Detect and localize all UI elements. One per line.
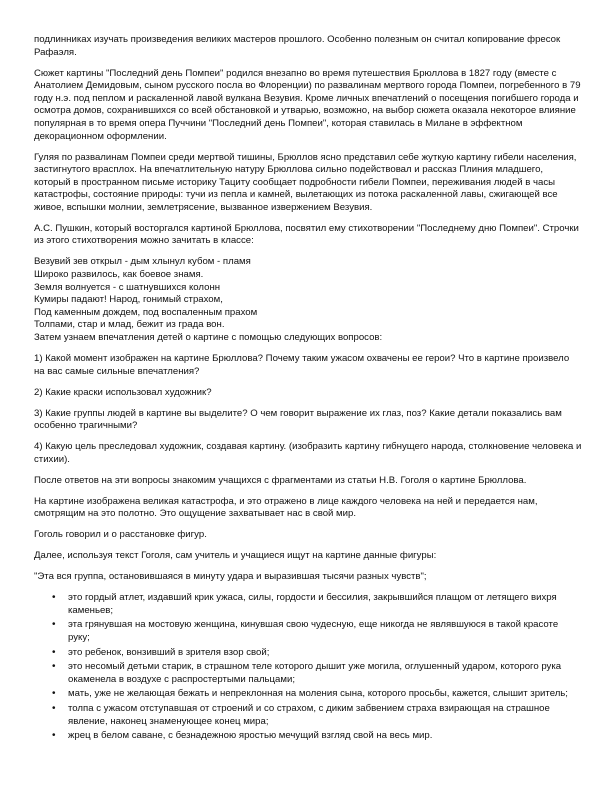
poem-line: Везувий зев открыл - дым хлынул кубом - пламя <box>34 256 251 268</box>
question-4: 4) Какую цель преследовал художник, создавая картину. (изобразить картину гибнущего народа, столкновение человека и стихии). <box>34 441 582 465</box>
document-page <box>34 34 582 745</box>
paragraph-plot-origin: Сюжет картины "Последний день Помпеи" родился внезапно во время путешествия Брюллова в 1827 году (вместе с Анатолием Демидовым, сыном русского посла во Флоренции) по развалинам мертвого города Помпеи, погребенного в 79 году н.э. под пеплом и раскаленной лавой вулкана Везувия. Кроме личных впечатлений о посещения погибшего города и осмотра домов, сохранившихся со всей обстановкой и утварью, возможно, на выбор сюжета оказала некоторое влияние популярная в то время опера Пуччини "Последний день Помпеи", которая ставилась в Милане в эффектном декорационном оформлении. <box>34 67 581 142</box>
list-item: • эта грянувшая на мостовую женщина, кинувшая свою чудесную, еще никогда не являвшуюся в такой красоте руку; <box>68 619 582 644</box>
list-item: • мать, уже не желающая бежать и непреклонная на моления сына, которого просьбы, кажется, слышит зритель; <box>68 688 582 701</box>
paragraph-ruins: Гуляя по развалинам Помпеи среди мертвой тишины, Брюллов ясно представил себе жуткую картину гибели населения, застигнутого врасплох. На впечатлительную натуру Брюллова сильно подействовал и рассказ Плиния младшего, который в пространном письме историку Тациту сообщает подробности гибели Помпеи, переживания людей в часы катастрофы, состояние природы: тучи из пепла и камней, вылетающих из потока раскаленной лавы, сжигающей все живое, вспышки молнии, землетрясение, вызванное извержением Везувия. <box>34 151 577 213</box>
figures-list <box>34 592 582 743</box>
question-2: 2) Какие краски использовал художник? <box>34 386 212 398</box>
poem-line: Земля волнуется - с шатнувшихся колонн <box>34 281 221 293</box>
paragraph-figures: Гоголь говорил и о расстановке фигур. <box>34 529 207 541</box>
question-3: 3) Какие группы людей в картине вы выделите? О чем говорит выражение их глаз, поз? Какие детали показались вам особенно трагичными? <box>34 407 562 432</box>
question-1: 1) Какой момент изображен на картине Брюллова? Почему таким ужасом охвачены ее герои? Что в картине произвело на вас самые сильные впечатления? <box>34 353 570 377</box>
poem-line: Толпами, стар и млад, бежит из града вон. <box>34 319 225 331</box>
list-item: • толпа с ужасом отступавшая от строений и со страхом, с диким забвением страха взирающая на страшное явление, наконец знаменующее конец мира; <box>68 703 582 728</box>
poem-line: Кумиры падают! Народ, гонимый страхом, <box>34 294 223 306</box>
paragraph-search: Далее, используя текст Гоголя, сам учитель и учащиеся ищут на картине данные фигуры: <box>34 550 437 562</box>
poem-line: Под каменным дождем, под воспаленным прахом <box>34 306 258 318</box>
list-item: • это несомый детьми старик, в страшном теле которого дышит уже могила, оглушенный ударом, которого рука окаменела в воздухе с распростертыми пальцами; <box>68 661 582 686</box>
poem-block <box>34 256 582 344</box>
list-item: • это гордый атлет, издавший крик ужаса, силы, гордости и бессилия, закрывшийся плащом от летящего вихря каменьев; <box>68 592 582 617</box>
list-item: • это ребенок, вонзивший в зрителя взор свой; <box>68 647 582 660</box>
paragraph-quote: "Эта вся группа, остановившаяся в минуту удара и выразившая тысячи разных чувств"; <box>34 571 427 583</box>
paragraph-catastrophe: На картине изображена великая катастрофа, и это отражено в лице каждого человека на ней и передается нам, смотрящим на это полотно. Это ощущение захватывает нас в свой мир. <box>34 495 538 520</box>
paragraph-gogol-intro: После ответов на эти вопросы знакомим учащихся с фрагментами из статьи Н.В. Гоголя о картине Брюллова. <box>34 474 527 486</box>
paragraph-fragment: подлинниках изучать произведения великих мастеров прошлого. Особенно полезным он считал копирование фресок Рафаэля. <box>34 34 561 58</box>
poem-followup-line: Затем узнаем впечатления детей о картине с помощью следующих вопросов: <box>34 332 383 344</box>
paragraph-pushkin-intro: А.С. Пушкин, который восторгался картиной Брюллова, посвятил ему стихотворении "Последнему дню Помпеи". Строчки из этого стихотворения можно зачитать в классе: <box>34 222 579 247</box>
list-item: • жрец в белом саване, с безнадежною яростью мечущий взгляд свой на весь мир. <box>68 730 582 743</box>
poem-line: Широко развилось, как боевое знамя. <box>34 269 204 281</box>
